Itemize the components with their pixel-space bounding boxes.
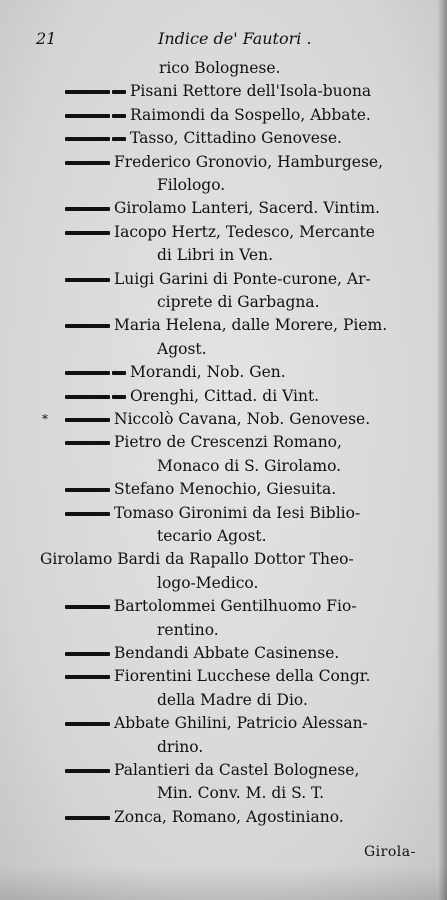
index-entry-line — [0, 221, 447, 244]
ditto-dash — [65, 652, 110, 656]
entry-text: drino. — [157, 737, 204, 756]
ditto-dash — [112, 137, 126, 141]
ditto-dash — [65, 675, 110, 679]
ditto-dash — [65, 324, 110, 328]
ditto-dash — [65, 371, 110, 375]
entry-text: Girolamo Lanteri, Sacerd. Vintim. — [114, 199, 380, 218]
index-entry-line — [0, 525, 447, 548]
index-entry-line — [0, 151, 447, 174]
index-entry-line — [0, 455, 447, 478]
running-title: Indice de' Fautori . — [158, 29, 312, 48]
entry-text: Abbate Ghilini, Patricio Alessan- — [114, 714, 368, 733]
ditto-dash — [65, 769, 110, 773]
page-number: 21 — [36, 29, 57, 48]
ditto-dash — [65, 114, 110, 118]
entry-text: rico Bolognese. — [159, 59, 281, 77]
ditto-dash — [112, 114, 126, 118]
index-entry-line — [0, 291, 447, 314]
entry-text: di Libri in Ven. — [157, 246, 273, 265]
entry-text: Agost. — [157, 339, 207, 358]
index-entry-line — [0, 478, 447, 501]
entry-text: Stefano Menochio, Giesuita. — [114, 480, 337, 499]
entry-text: Bartolommei Gentilhuomo Fio- — [114, 597, 357, 616]
index-entry-line — [0, 548, 447, 571]
index-entry-line — [0, 338, 447, 361]
ditto-dash — [112, 395, 126, 399]
ditto-dash — [112, 371, 126, 375]
entry-text: Pietro de Crescenzi Romano, — [114, 433, 342, 452]
index-entry-line — [0, 408, 447, 431]
ditto-dash — [65, 605, 110, 609]
index-entry-line — [0, 572, 447, 595]
entry-text: della Madre di Dio. — [157, 690, 308, 709]
entry-text: Filologo. — [157, 176, 226, 194]
index-entry-line — [0, 782, 447, 805]
index-entry-line — [0, 80, 447, 103]
ditto-dash — [65, 161, 110, 165]
entry-text: Girolamo Bardi da Rapallo Dottor Theo- — [40, 550, 354, 569]
index-entry-line — [0, 385, 447, 408]
asterisk-mark: * — [42, 412, 48, 426]
ditto-dash — [112, 90, 126, 94]
entry-text: Tomaso Gironimi da Iesi Biblio- — [114, 503, 361, 522]
entry-text: Min. Conv. M. di S. T. — [157, 784, 325, 803]
index-entry-line — [0, 689, 447, 712]
entry-text: Monaco di S. Girolamo. — [157, 456, 342, 475]
ditto-dash — [65, 207, 110, 211]
index-entry-line — [0, 361, 447, 384]
entry-text: Palantieri da Castel Bolognese, — [114, 761, 360, 779]
entry-text: Fiorentini Lucchese della Congr. — [114, 667, 371, 686]
index-entry-line — [0, 244, 447, 267]
index-entry-line — [0, 595, 447, 618]
entry-text: Bendandi Abbate Casinense. — [114, 644, 340, 662]
entry-text: Maria Helena, dalle Morere, Piem. — [114, 316, 388, 335]
entry-text: Iacopo Hertz, Tedesco, Mercante — [114, 222, 375, 241]
ditto-dash — [65, 512, 110, 516]
index-entry-line — [0, 197, 447, 220]
entry-text: tecario Agost. — [157, 527, 267, 545]
entry-text: Tasso, Cittadino Genovese. — [130, 129, 342, 148]
entry-text: Morandi, Nob. Gen. — [130, 363, 286, 382]
ditto-dash — [65, 418, 110, 422]
ditto-dash — [65, 90, 110, 94]
index-entry-line — [0, 642, 447, 665]
entry-text: Zonca, Romano, Agostiniano. — [114, 807, 344, 826]
index-entry-line — [0, 174, 447, 197]
ditto-dash — [65, 722, 110, 726]
entry-text: Luigi Garini di Ponte-curone, Ar- — [114, 269, 371, 288]
ditto-dash — [65, 278, 110, 282]
index-entry-line — [0, 619, 447, 642]
entry-text: rentino. — [157, 620, 219, 639]
ditto-dash — [65, 816, 110, 820]
index-entry-line — [0, 759, 447, 782]
ditto-dash — [65, 231, 110, 235]
entry-text: Raimondi da Sospello, Abbate. — [130, 105, 371, 124]
entry-text: Orenghi, Cittad. di Vint. — [130, 386, 320, 405]
ditto-dash — [65, 395, 110, 399]
index-entry-line — [0, 431, 447, 454]
entry-text: Niccolò Cavana, Nob. Genovese. — [114, 410, 371, 428]
catchword: Girola- — [364, 844, 416, 860]
index-entry-line — [0, 57, 447, 80]
index-entry-line — [0, 268, 447, 291]
ditto-dash — [65, 441, 110, 445]
index-entry-line — [0, 736, 447, 759]
entry-text: Pisani Rettore dell'Isola-buona — [130, 82, 372, 101]
index-entry-line — [0, 712, 447, 735]
index-entry-line — [0, 127, 447, 150]
index-entry-line — [0, 502, 447, 525]
index-entry-line — [0, 314, 447, 337]
ditto-dash — [65, 488, 110, 492]
index-entry-line — [0, 104, 447, 127]
index-entry-line — [0, 806, 447, 829]
entry-text: Frederico Gronovio, Hamburgese, — [114, 152, 383, 171]
entry-text: logo-Medico. — [157, 573, 259, 592]
entry-text: ciprete di Garbagna. — [157, 293, 320, 311]
index-entry-line — [0, 665, 447, 688]
ditto-dash — [65, 137, 110, 141]
